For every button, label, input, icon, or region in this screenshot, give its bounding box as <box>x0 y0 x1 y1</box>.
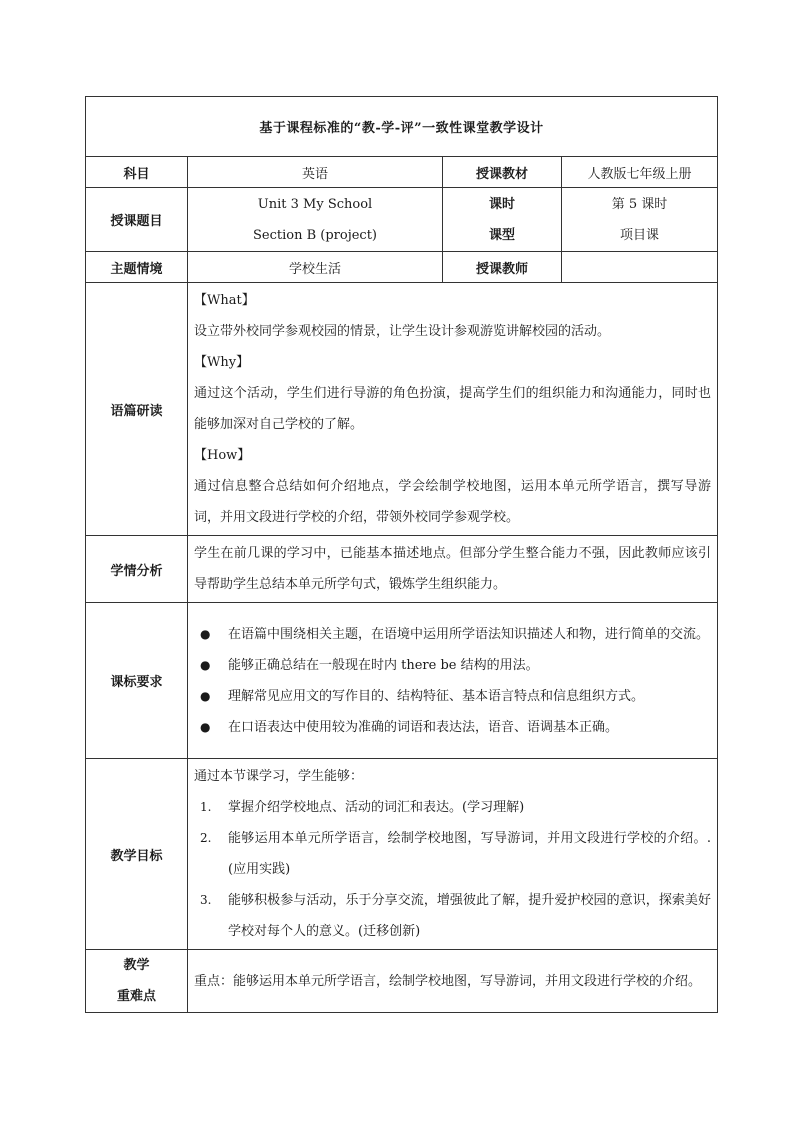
objectives-intro: 通过本节课学习，学生能够： <box>194 769 364 784</box>
topic-value <box>188 188 443 252</box>
objectives-label: 教学目标 <box>86 759 188 950</box>
topic-label: 授课题目 <box>86 188 188 252</box>
objective-number: 2. <box>200 831 212 845</box>
objective-text: 掌握介绍学校地点、活动的词汇和表达。(学习理解) <box>228 800 525 815</box>
objective-item <box>194 792 711 823</box>
why-text: 通过这个活动，学生们进行导游的角色扮演，提高学生们的组织能力和沟通能力，同时也能够加深对自己学校的了解。 <box>194 386 711 432</box>
standards-item-text: 能够正确总结在一般现在时内 there be 结构的用法。 <box>228 657 539 673</box>
bullet-icon: ● <box>200 626 211 641</box>
period-label-2: 课型 <box>488 227 515 243</box>
standards-item-text: 在口语表达中使用较为准确的词语和表达法，语音、语调基本正确。 <box>228 719 619 735</box>
period-value <box>562 188 718 252</box>
key-points-label-1: 教学 <box>123 958 150 973</box>
bullet-icon: ● <box>200 719 211 734</box>
learner-analysis-label: 学情分析 <box>86 536 188 603</box>
how-text: 通过信息整合总结如何介绍地点，学会绘制学校地图，运用本单元所学语言，撰写导游词，并用文段进行学校的介绍，带领外校同学参观学校。 <box>194 479 711 525</box>
theme-label: 主题情境 <box>86 252 188 283</box>
period-label-1: 课时 <box>488 196 515 212</box>
objective-number: 1. <box>200 800 212 814</box>
lesson-plan-table <box>85 96 718 1013</box>
objective-text: 能够运用本单元所学语言，绘制学校地图，写导游词，并用文段进行学校的介绍。.(应用实践) <box>228 831 711 877</box>
standards-item-text: 在语篇中围绕相关主题，在语境中运用所学语法知识描述人和物，进行简单的交流。 <box>228 626 710 642</box>
subject-label: 科目 <box>86 157 188 188</box>
bullet-icon: ● <box>200 657 211 672</box>
standards-label: 课标要求 <box>86 603 188 759</box>
period-label <box>443 188 562 252</box>
what-text: 设立带外校同学参观校园的情景，让学生设计参观游览讲解校园的活动。 <box>194 324 611 339</box>
key-points-text: 重点：能够运用本单元所学语言，绘制学校地图，写导游词，并用文段进行学校的介绍。 <box>188 950 718 1013</box>
bullet-icon: ● <box>200 688 211 703</box>
why-heading: 【Why】 <box>194 355 250 370</box>
objectives-content <box>188 759 718 950</box>
theme-value: 学校生活 <box>188 252 443 283</box>
period-value-1: 第 5 课时 <box>611 196 668 212</box>
objective-item <box>194 885 711 947</box>
textbook-label: 授课教材 <box>443 157 562 188</box>
teacher-label: 授课教师 <box>443 252 562 283</box>
topic-line-2: Section B (project) <box>252 227 377 243</box>
subject-value: 英语 <box>188 157 443 188</box>
text-study-label: 语篇研读 <box>86 283 188 536</box>
period-value-2: 项目课 <box>619 227 659 243</box>
document-title: 基于课程标准的“教-学-评”一致性课堂教学设计 <box>86 97 718 157</box>
objective-number: 3. <box>200 893 212 907</box>
standards-content <box>188 603 718 759</box>
topic-line-1: Unit 3 My School <box>257 196 373 212</box>
standards-item-text: 理解常见应用文的写作目的、结构特征、基本语言特点和信息组织方式。 <box>228 688 645 704</box>
learner-analysis-text: 学生在前几课的学习中，已能基本描述地点。但部分学生整合能力不强，因此教师应该引导帮助学生总结本单元所学句式，锻炼学生组织能力。 <box>188 536 718 603</box>
objective-text: 能够积极参与活动，乐于分享交流，增强彼此了解，提升爱护校园的意识，探索美好学校对每个人的意义。(迁移创新) <box>228 893 711 939</box>
what-heading: 【What】 <box>194 293 255 308</box>
key-points-label <box>86 950 188 1013</box>
standards-item <box>194 650 711 681</box>
standards-item <box>194 619 711 650</box>
standards-item <box>194 712 711 743</box>
teacher-value <box>562 252 718 283</box>
text-study-content <box>188 283 718 536</box>
key-points-label-2: 重难点 <box>116 989 156 1004</box>
how-heading: 【How】 <box>194 448 251 463</box>
objective-item <box>194 823 711 885</box>
standards-item <box>194 681 711 712</box>
textbook-value: 人教版七年级上册 <box>562 157 718 188</box>
